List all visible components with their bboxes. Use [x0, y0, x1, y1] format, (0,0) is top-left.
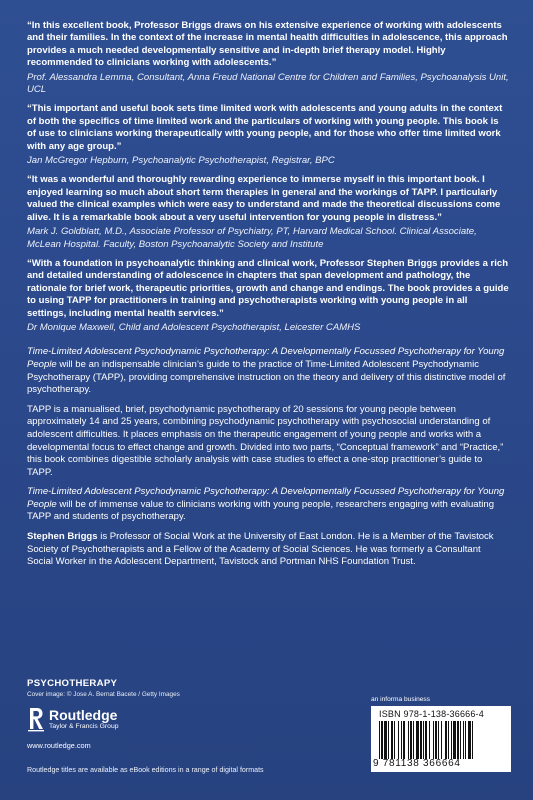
barcode-bar	[410, 721, 412, 759]
endorsement-quote	[27, 258, 509, 334]
quote-attribution: Dr Monique Maxwell, Child and Adolescent Psychotherapist, Leicester CAMHS	[27, 321, 361, 333]
bio-text: is Professor of Social Work at the University of East London. He is a Member of the Tavistock Society of Psychotherapists and a Fellow of the Academy of Social Sciences. He was formerly a Consultant Social Worker in the Adolescent Department, Tavistock and Portman NHS Foundation Trust.	[27, 531, 494, 568]
barcode-bar	[438, 721, 439, 759]
ebook-footnote: Routledge titles are available as eBook editions in a range of digital formats	[27, 766, 264, 774]
barcode-bar	[429, 721, 430, 759]
barcode-bar	[391, 721, 393, 759]
book-description	[27, 346, 509, 396]
description-text: will be of immense value to clinicians working with young people, researchers engaging with evaluating TAPP and students of psychotherapy.	[27, 498, 495, 523]
quote-attribution: Prof. Alessandra Lemma, Consultant, Anna Freud National Centre for Children and Families, Psychoanalysis Unit, UCL	[27, 71, 509, 96]
barcode-bar	[398, 721, 399, 759]
quote-text: “It was a wonderful and thoroughly rewarding experience to immerse myself in this important book. I enjoyed learning so much about short term therapies in general and the workings of TAPP. I particularly valued the clinical examples which were easy to understand and made the theoretical discussions come alive. It is a remarkable book about a very useful intervention for young people in distress.”	[27, 174, 501, 223]
barcode-bar	[401, 721, 402, 759]
endorsement-quote	[27, 103, 509, 167]
publisher-name: Routledge	[49, 706, 118, 723]
barcode-bar	[403, 721, 405, 759]
barcode-bar	[468, 721, 471, 759]
isbn-number: ISBN 978-1-138-36666-4	[379, 709, 484, 719]
author-name: Stephen Briggs	[27, 531, 98, 543]
routledge-r-logo-icon	[27, 706, 45, 732]
barcode-bar	[408, 721, 409, 759]
barcode-bar	[463, 721, 464, 759]
informa-tagline: an informa business	[371, 696, 431, 703]
barcode	[371, 706, 511, 772]
quote-attribution: Mark J. Goldblatt, M.D., Associate Professor of Psychiatry, PT, Harvard Medical School. Clinical Associate, McLean Hospital. Faculty, Boston Psychoanalytic Society and Institute	[27, 226, 477, 250]
author-bio	[27, 531, 509, 569]
barcode-bar	[416, 721, 419, 759]
publisher-block	[27, 678, 327, 750]
barcode-bar	[453, 721, 456, 759]
barcode-bar	[423, 721, 424, 759]
barcode-bar	[384, 721, 387, 759]
barcode-bar	[394, 721, 395, 759]
publisher-website: www.routledge.com	[27, 741, 91, 750]
barcode-bar	[425, 721, 427, 759]
quote-attribution: Jan McGregor Hepburn, Psychoanalytic Psychotherapist, Registrar, BPC	[27, 155, 335, 167]
barcode-bar	[435, 721, 437, 759]
cover-credit: Cover image: © Jose A. Bernat Bacete / Getty Images	[27, 691, 180, 698]
barcode-bar	[381, 721, 383, 759]
barcode-bar	[472, 721, 473, 759]
barcode-bar	[441, 721, 442, 759]
subject-category: PSYCHOTHERAPY	[27, 678, 118, 689]
book-title: Time-Limited Adolescent Psychodynamic Psychotherapy: A Developmentally Focussed Psychotherapy for Young People	[27, 346, 505, 370]
barcode-digits: 9 781138 366664	[373, 758, 461, 769]
endorsement-quote	[27, 174, 509, 250]
book-title: Time-Limited Adolescent Psychodynamic Psychotherapy: A Developmentally Focussed Psychotherapy for Young People	[27, 486, 505, 510]
publisher-subtitle: Taylor & Francis Group	[49, 722, 119, 730]
quote-text: “In this excellent book, Professor Briggs draws on his extensive experience of working with adolescents and their families. In the context of the increase in mental health difficulties in adolescence, this approach provides a much needed developmentally sensitive and in-depth brief therapy model. Highly recommended to clinicians working with adolescents.”	[27, 20, 508, 69]
quote-text: “This important and useful book sets time limited work with adolescents and young adults in the context of both the specifics of time limited work and the particulars of working with young people. This book is of use to clinicians working therapeutically with young people, and for those who offer time limited work with any age group.”	[27, 103, 503, 152]
description-text: will be an indispensable clinician’s guide to the practice of Time-Limited Adolescent Psychodynamic Psychotherapy (TAPP), providing comprehensive instruction on the theory and delivery of this distinctive model of psychotherapy.	[27, 358, 506, 396]
barcode-bar	[388, 721, 389, 759]
barcode-bars	[379, 721, 503, 759]
publisher-logo	[27, 706, 327, 732]
barcode-bar	[433, 721, 434, 759]
book-description	[27, 486, 509, 524]
quote-text: “With a foundation in psychoanalytic thinking and clinical work, Professor Stephen Briggs provides a rich and detailed understanding of adolescence in chapters that span development and pathology, the rationale for brief work, therapeutic priorities, growth and change and endings. The book provides a guide to using TAPP for practitioners in training and psychotherapists working with young people in all settings, including mental health services.”	[27, 257, 509, 319]
barcode-bar	[448, 721, 449, 759]
publisher-wordmark	[49, 708, 119, 731]
barcode-bar	[451, 721, 452, 759]
barcode-bar	[465, 721, 466, 759]
barcode-bar	[420, 721, 422, 759]
barcode-bar	[460, 721, 461, 759]
endorsement-quote	[27, 20, 509, 96]
cover-content	[27, 20, 509, 576]
barcode-bar	[457, 721, 459, 759]
book-description: TAPP is a manualised, brief, psychodynamic psychotherapy of 20 sessions for young people between approximately 14 and 25 years, combining psychodynamic psychotherapy with psychosocial understanding of adolescent difficulties. It places emphasis on the therapeutic engagement of young people and works with a developmental focus to effect change and growth. Divided into two parts, “Conceptual framework” and “Practice,” this book combines digestible scholarly analysis with case studies to effect a one-stop practitioner’s guide to TAPP.	[27, 403, 504, 478]
barcode-bar	[445, 721, 447, 759]
barcode-bar	[413, 721, 414, 759]
barcode-bar	[379, 721, 380, 759]
